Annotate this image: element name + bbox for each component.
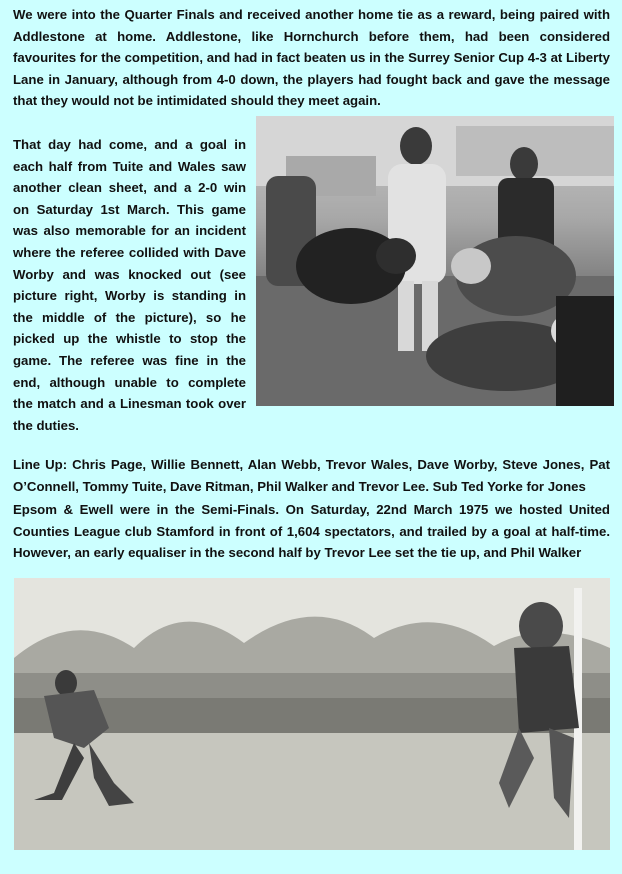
line-up-paragraph: Line Up: Chris Page, Willie Bennett, Alan Webb, Trevor Wales, Dave Worby, Steve Jones, Pat O’Connell, Tommy Tuite, Dave Ritman, Phil Walker and Trevor Lee. Sub Ted Yorke for Jones <box>13 457 610 494</box>
intro-paragraph: We were into the Quarter Finals and received another home tie as a reward, being paired with Addlestone at home. Addlestone, like Hornchurch before them, had been considered favourites for the competition, and had in fact beaten us in the Surrey Senior Cup 4-3 at Liberty Lane in January, although from 4-0 down, the players had fought back and gave the message that they would not be intimidated should they meet again. <box>13 7 610 109</box>
match-report-paragraph: That day had come, and a goal in each half from Tuite and Wales saw another clean sheet, and a 2-0 win on Saturday 1st March. This game was also memorable for an incident where the referee collided with Dave Worby and was knocked out (see picture right, Worby is standing in the middle of the picture), so he picked up the whistle to stop the game. The referee was fine in the end, although unable to complete the match and a Linesman took over the duties. <box>13 137 246 433</box>
semi-final-match-photo <box>14 578 610 850</box>
referee-incident-photo <box>256 116 614 406</box>
semi-final-paragraph: Epsom & Ewell were in the Semi-Finals. On Saturday, 22nd March 1975 we hosted United Counties League club Stamford in front of 1,604 spectators, and trailed by a goal at half-time. However, an early equaliser in the second half by Trevor Lee set the tie up, and Phil Walker <box>13 502 610 561</box>
